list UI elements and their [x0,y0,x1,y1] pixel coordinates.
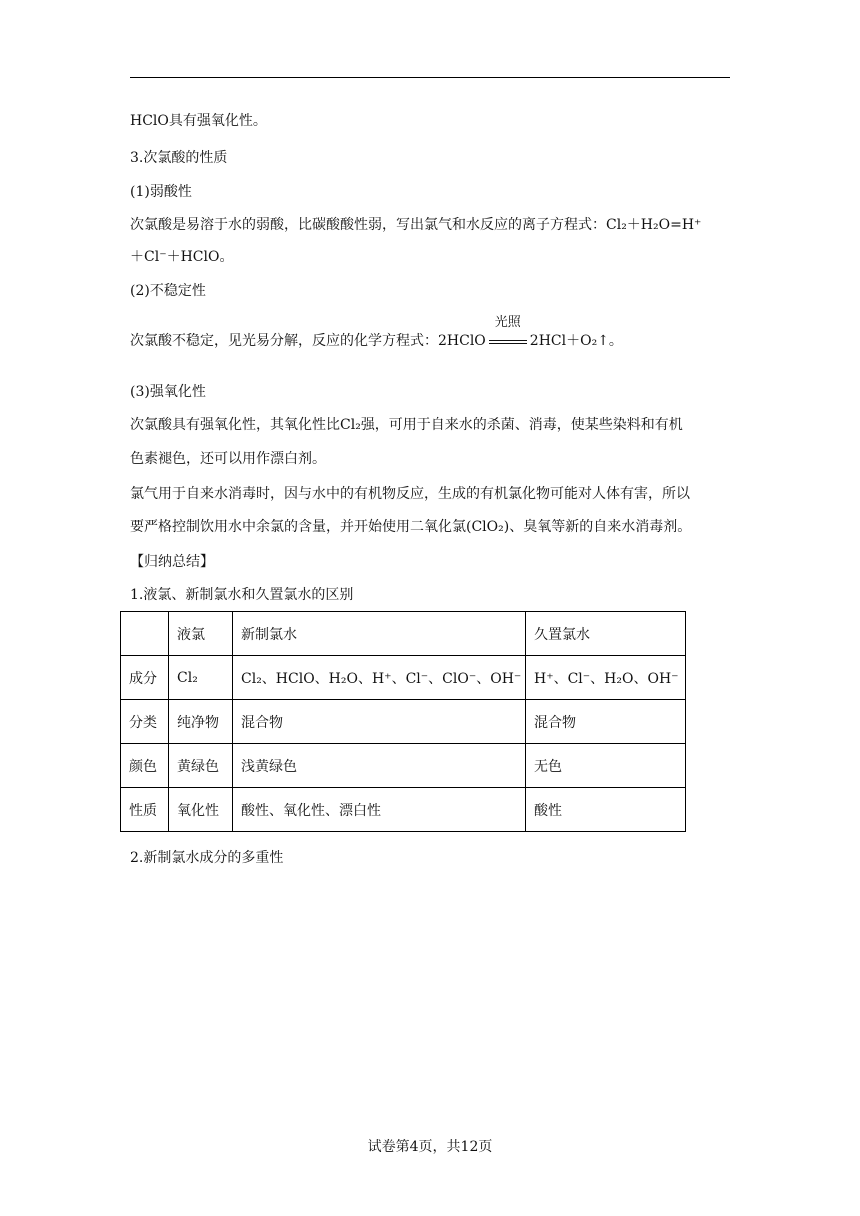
table-row [121,700,686,744]
table-cell: 混合物 [233,700,526,744]
header-cell-liquid-chlorine: 液氯 [169,612,233,656]
text-weak-acid-line2: ＋Cl⁻＋HClO。 [130,249,234,265]
header-cell-fresh-chlorine-water: 新制氯水 [233,612,526,656]
reactant-hclo: 2HClO [438,333,486,349]
subheading-instability: (2)不稳定性 [130,283,206,299]
text-decomposition-equation: 次氯酸不稳定，见光易分解，反应的化学方程式：2HClO 光照 2HCl＋O₂↑。 [130,315,623,349]
text-oxidizing-line1: 次氯酸具有强氧化性，其氧化性比Cl₂强，可用于自来水的杀菌、消毒，使某些染料和有机 [130,417,683,433]
table-cell: 酸性、氧化性、漂白性 [233,788,526,832]
table-cell: 纯净物 [169,700,233,744]
table-cell: 黄绿色 [169,744,233,788]
text-disinfection-line1: 氯气用于自来水消毒时，因与水中的有机物反应，生成的有机氯化物可能对人体有害，所以 [130,486,690,502]
chlorine-comparison-table [120,611,686,832]
table-cell: Cl₂、HClO、H₂O、H⁺、Cl⁻、ClO⁻、OH⁻ [233,656,526,700]
reaction-arrow-light [486,315,530,351]
page-footer: 试卷第4页，共12页 [367,1139,493,1155]
table-header-row [121,612,686,656]
table-row [121,656,686,700]
text-oxidizing-line2: 色素褪色，还可以用作漂白剂。 [130,451,326,467]
row-label-classification: 分类 [121,700,169,744]
subheading-weak-acid: (1)弱酸性 [130,184,192,200]
text-weak-acid-line1: 次氯酸是易溶于水的弱酸，比碳酸酸性弱，写出氯气和水反应的离子方程式：Cl₂＋H₂O=H⁺ [130,217,702,233]
table-cell: 无色 [526,744,686,788]
table-cell: 浅黄绿色 [233,744,526,788]
formula-clo2: (ClO₂) [466,519,510,535]
subheading-strong-oxidizing: (3)强氧化性 [130,384,206,400]
table-row [121,744,686,788]
formula-cl2: Cl₂ [340,417,361,433]
table-cell: 氧化性 [169,788,233,832]
ionic-equation-part1: Cl₂＋H₂O=H⁺ [606,217,702,233]
text-disinfection-line2: 要严格控制饮用水中余氯的含量，并开始使用二氧化氯(ClO₂)、臭氧等新的自来水消毒剂。 [130,519,692,535]
section-heading-hclo-properties: 3.次氯酸的性质 [130,150,228,166]
products: 2HCl＋O₂↑。 [529,333,623,349]
row-label-composition: 成分 [121,656,169,700]
header-cell-aged-chlorine-water: 久置氯水 [526,612,686,656]
row-label-properties: 性质 [121,788,169,832]
section-heading-fresh-water-components: 2.新制氯水成分的多重性 [130,850,284,866]
table-cell: 酸性 [526,788,686,832]
header-cell-empty [121,612,169,656]
table-cell: 混合物 [526,700,686,744]
table-caption: 1.液氯、新制氯水和久置氯水的区别 [130,587,354,603]
text-hclo-oxidizing: HClO具有强氧化性。 [130,113,267,129]
table-cell: H⁺、Cl⁻、H₂O、OH⁻ [526,656,686,700]
table-row [121,788,686,832]
header-rule [130,77,730,78]
light-condition-label: 光照 [494,315,521,330]
summary-heading: 【归纳总结】 [130,554,214,570]
row-label-color: 颜色 [121,744,169,788]
table-cell: Cl₂ [169,656,233,700]
